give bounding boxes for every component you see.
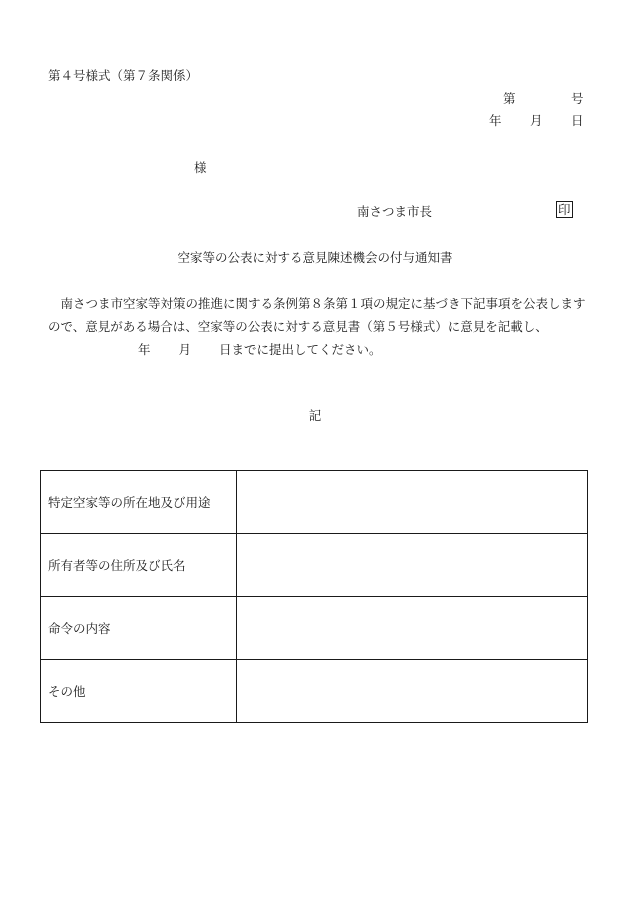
table-row xyxy=(41,597,588,660)
table-row xyxy=(41,660,588,723)
addressee-suffix: 様 xyxy=(194,160,207,175)
row-value-order[interactable] xyxy=(237,597,588,660)
form-number: 第４号様式（第７条関係） xyxy=(48,68,199,83)
details-table xyxy=(40,470,588,723)
body-deadline-year: 年 xyxy=(138,342,151,357)
body-text-main: 南さつま市空家等対策の推進に関する条例第８条第１項の規定に基づき下記事項を公表しますので、意見がある場合は、空家等の公表に対する意見書（第５号様式）に意見を記載し、 xyxy=(48,296,586,334)
document-title: 空家等の公表に対する意見陳述機会の付与通知書 xyxy=(177,250,453,265)
row-value-owner[interactable] xyxy=(237,534,588,597)
date-month-label: 月 xyxy=(530,113,543,128)
seal-mark: 印 xyxy=(558,202,571,217)
row-value-location[interactable] xyxy=(237,471,588,534)
row-label-location: 特定空家等の所在地及び用途 xyxy=(41,471,237,534)
body-deadline-day: 日までに提出してください。 xyxy=(219,342,382,357)
table-row xyxy=(41,534,588,597)
table-row xyxy=(41,471,588,534)
ki-heading: 記 xyxy=(308,408,322,423)
row-label-owner: 所有者等の住所及び氏名 xyxy=(41,534,237,597)
body-deadline-month: 月 xyxy=(178,342,192,357)
row-value-other[interactable] xyxy=(237,660,588,723)
date-day-label: 日 xyxy=(571,113,584,128)
row-label-other: その他 xyxy=(41,660,237,723)
doc-number-label: 第 xyxy=(503,91,516,106)
sender-name: 南さつま市長 xyxy=(357,204,433,219)
body-paragraph xyxy=(48,292,588,361)
date-year-label: 年 xyxy=(489,113,502,128)
row-label-order: 命令の内容 xyxy=(41,597,237,660)
doc-number-suffix: 号 xyxy=(571,91,584,106)
